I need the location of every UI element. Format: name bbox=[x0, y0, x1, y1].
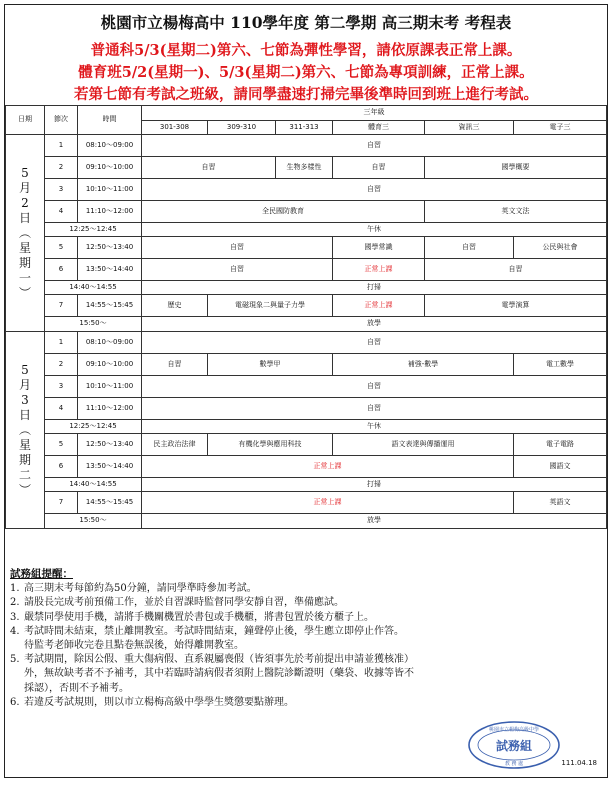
subject-cell: 自習 bbox=[142, 354, 208, 376]
period-cell: 4 bbox=[45, 201, 78, 223]
page-title: 桃園市立楊梅高中 110學年度 第二學期 高三期末考 考程表 bbox=[100, 13, 512, 32]
period-cell: 7 bbox=[45, 295, 78, 317]
time-cell: 12:50～13:40 bbox=[78, 434, 142, 456]
subject-cell: 數學甲 bbox=[208, 354, 333, 376]
period-cell: 5 bbox=[45, 434, 78, 456]
note-item: 2. 請股長完成考前預備工作，並於自習課時監督同學安靜自習，準備應試。 bbox=[10, 597, 344, 609]
subject-cell: 自習 bbox=[425, 259, 607, 281]
period-cell: 3 bbox=[45, 179, 78, 201]
subject-cell: 自習 bbox=[142, 237, 333, 259]
date-cell-day2: 5 月 3 日 ︵ 星 期 二 ︶ bbox=[6, 332, 45, 529]
notice-line-3: 若第七節有考試之班級，請同學盡速打掃完畢後準時回到班上進行考試。 bbox=[74, 86, 538, 103]
period-cell: 5 bbox=[45, 237, 78, 259]
subject-cell: 正常上課 bbox=[142, 456, 514, 478]
period-cell: 6 bbox=[45, 456, 78, 478]
note-item: 外，無故缺考者不予補考，其中若臨時請病假者須附上醫院診斷證明（藥袋、收據等皆不 bbox=[24, 668, 414, 680]
subject-cell: 自習 bbox=[142, 179, 607, 201]
note-item: 4. 考試時間未結束，禁止離開教室。考試時間結束，鐘聲停止後，學生應立即停止作答。 bbox=[10, 625, 404, 637]
subject-cell: 公民與社會 bbox=[514, 237, 607, 259]
note-item: 3. 嚴禁同學使用手機，請將手機關機置於書包或手機櫃，將書包置於後方櫃子上。 bbox=[10, 611, 374, 623]
header-class: 301-308 bbox=[142, 121, 208, 135]
seal-ring-text: 桃園市立楊梅高級中學 bbox=[488, 727, 540, 733]
time-cell: 15:50～ bbox=[45, 317, 142, 332]
break-label: 午休 bbox=[142, 223, 607, 237]
subject-cell: 電子電路 bbox=[514, 434, 607, 456]
time-cell: 15:50～ bbox=[45, 514, 142, 529]
time-cell: 10:10～11:00 bbox=[78, 179, 142, 201]
break-label: 打掃 bbox=[142, 478, 607, 492]
period-cell: 3 bbox=[45, 376, 78, 398]
notes-title: 試務組提醒： bbox=[10, 568, 73, 580]
time-cell: 14:55～15:45 bbox=[78, 295, 142, 317]
office-seal-icon bbox=[467, 720, 561, 770]
header-date: 日期 bbox=[6, 106, 45, 135]
time-cell: 14:40～14:55 bbox=[45, 281, 142, 295]
note-item: 採認），否則不予補考。 bbox=[24, 682, 129, 694]
document-date: 111.04.18 bbox=[561, 759, 597, 767]
header-class: 311-313 bbox=[276, 121, 333, 135]
subject-cell: 正常上課 bbox=[142, 492, 514, 514]
header-class: 資訊三 bbox=[425, 121, 514, 135]
note-item: 6. 若違反考試規則，則以市立楊梅高級中學學生獎懲要點辦理。 bbox=[10, 696, 294, 708]
period-cell: 6 bbox=[45, 259, 78, 281]
subject-cell: 自習 bbox=[142, 157, 276, 179]
schedule-table bbox=[5, 105, 607, 529]
period-cell: 7 bbox=[45, 492, 78, 514]
subject-cell: 歷史 bbox=[142, 295, 208, 317]
subject-cell: 正常上課 bbox=[333, 259, 425, 281]
time-cell: 14:40～14:55 bbox=[45, 478, 142, 492]
time-cell: 14:55～15:45 bbox=[78, 492, 142, 514]
exam-schedule-page bbox=[4, 4, 608, 778]
exam-notes bbox=[10, 567, 600, 710]
subject-cell: 正常上課 bbox=[333, 295, 425, 317]
time-cell: 12:50～13:40 bbox=[78, 237, 142, 259]
time-cell: 12:25～12:45 bbox=[45, 223, 142, 237]
subject-cell: 自習 bbox=[142, 376, 607, 398]
date-cell-day1: 5 月 2 日 ︵ 星 期 一 ︶ bbox=[6, 135, 45, 332]
subject-cell: 補強-數學 bbox=[333, 354, 514, 376]
time-cell: 11:10～12:00 bbox=[78, 398, 142, 420]
subject-cell: 電學演算 bbox=[425, 295, 607, 317]
period-cell: 4 bbox=[45, 398, 78, 420]
subject-cell: 全民國防教育 bbox=[142, 201, 425, 223]
subject-cell: 國學常識 bbox=[333, 237, 425, 259]
subject-cell: 電工數學 bbox=[514, 354, 607, 376]
time-cell: 08:10～09:00 bbox=[78, 135, 142, 157]
period-cell: 1 bbox=[45, 332, 78, 354]
time-cell: 09:10～10:00 bbox=[78, 157, 142, 179]
break-label: 打掃 bbox=[142, 281, 607, 295]
subject-cell: 電磁現象二與量子力學 bbox=[208, 295, 333, 317]
header-class: 電子三 bbox=[514, 121, 607, 135]
header-period: 節次 bbox=[45, 106, 78, 135]
note-item: 1. 高三期末考每節約為50分鐘，請同學準時參加考試。 bbox=[10, 583, 257, 595]
time-cell: 13:50～14:40 bbox=[78, 456, 142, 478]
subject-cell: 語文表達與傳播運用 bbox=[333, 434, 514, 456]
note-item: 5. 考試期間，除因公假、重大傷病假、直系親屬喪假（皆須事先於考前提出申請並獲核准） bbox=[10, 654, 414, 666]
header-time: 時間 bbox=[78, 106, 142, 135]
period-cell: 2 bbox=[45, 354, 78, 376]
time-cell: 10:10～11:00 bbox=[78, 376, 142, 398]
header-class: 體育三 bbox=[333, 121, 425, 135]
notice-line-1: 普通科5/3(星期二)第六、七節為彈性學習，請依原課表正常上課。 bbox=[90, 42, 522, 59]
period-cell: 1 bbox=[45, 135, 78, 157]
subject-cell: 自習 bbox=[142, 135, 607, 157]
header-grade: 三年級 bbox=[142, 106, 607, 121]
break-label: 午休 bbox=[142, 420, 607, 434]
subject-cell: 英語文 bbox=[514, 492, 607, 514]
subject-cell: 國學概要 bbox=[425, 157, 607, 179]
break-label: 放學 bbox=[142, 514, 607, 529]
subject-cell: 自習 bbox=[333, 157, 425, 179]
seal-main-text: 試務組 bbox=[495, 739, 533, 753]
subject-cell: 自習 bbox=[142, 332, 607, 354]
seal-sub-text: 教 務 處 bbox=[504, 761, 524, 767]
note-item: 待監考老師收完卷且點卷無誤後，始得離開教室。 bbox=[24, 640, 244, 652]
time-cell: 12:25～12:45 bbox=[45, 420, 142, 434]
time-cell: 09:10～10:00 bbox=[78, 354, 142, 376]
subject-cell: 生物多樣性 bbox=[276, 157, 333, 179]
header-class: 309-310 bbox=[208, 121, 276, 135]
notice-line-2: 體育班5/2(星期一)、5/3(星期二)第六、七節為專項訓練，正常上課。 bbox=[78, 64, 534, 81]
subject-cell: 國語文 bbox=[514, 456, 607, 478]
subject-cell: 自習 bbox=[425, 237, 514, 259]
subject-cell: 民主政治法律 bbox=[142, 434, 208, 456]
subject-cell: 有機化學與應用科技 bbox=[208, 434, 333, 456]
period-cell: 2 bbox=[45, 157, 78, 179]
subject-cell: 自習 bbox=[142, 398, 607, 420]
subject-cell: 英文文法 bbox=[425, 201, 607, 223]
time-cell: 13:50～14:40 bbox=[78, 259, 142, 281]
time-cell: 11:10～12:00 bbox=[78, 201, 142, 223]
break-label: 放學 bbox=[142, 317, 607, 332]
subject-cell: 自習 bbox=[142, 259, 333, 281]
time-cell: 08:10～09:00 bbox=[78, 332, 142, 354]
